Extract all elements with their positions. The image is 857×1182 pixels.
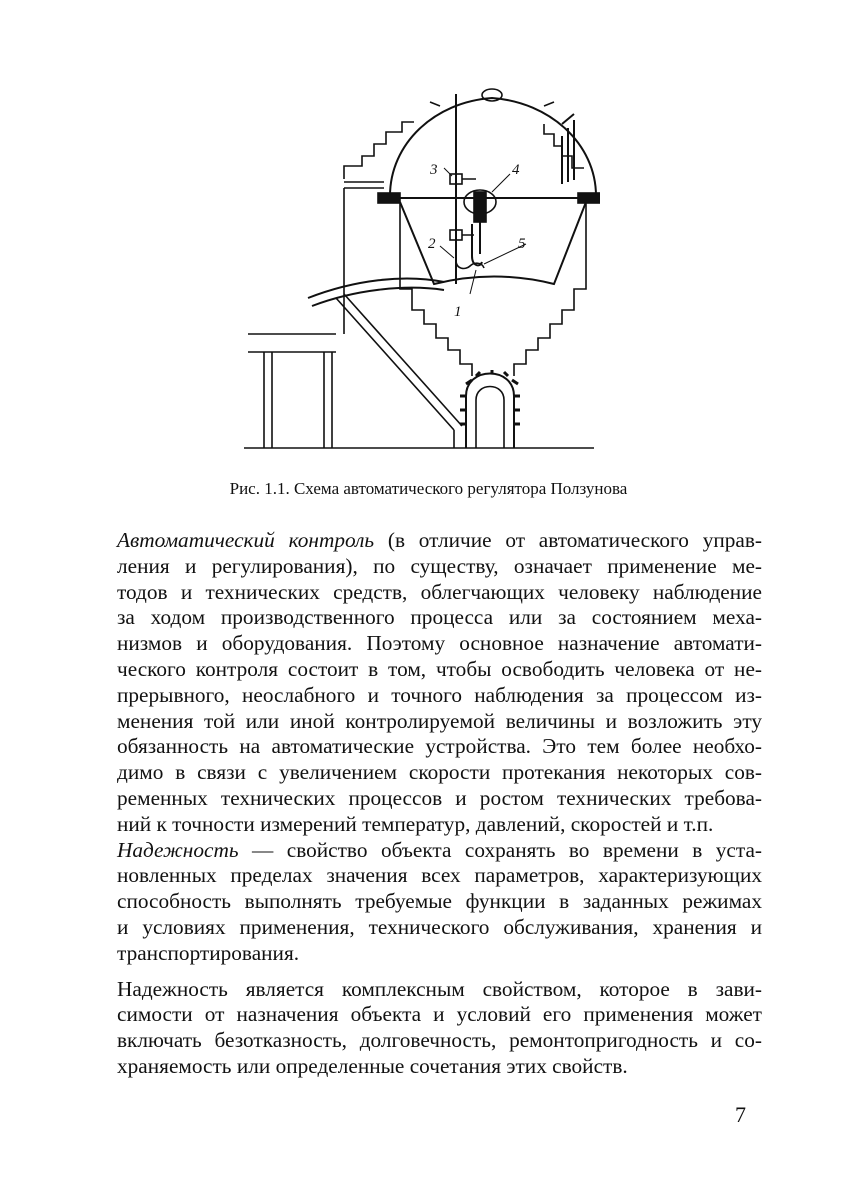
term-automatic-control: Автоматический контроль: [117, 528, 375, 552]
term-reliability: Надежность: [117, 837, 239, 862]
text-line: ременных технических процессов и ростом технических требова-: [117, 785, 762, 810]
text-line: [117, 528, 762, 554]
label-1: 1: [454, 304, 462, 320]
text-line: низмов и оборудования. Поэтому основное назначение автомати-: [117, 631, 762, 656]
text-line: включать безотказность, долговечность, ремонтопригодность и со-: [117, 1028, 762, 1053]
text-line: обязанность на автоматические устройства. Это тем более необхо-: [117, 734, 762, 759]
figure-caption: Рис. 1.1. Схема автоматического регулятора Ползунова: [229, 479, 628, 498]
text-line: ления и регулирования), по существу, означает применение ме-: [117, 553, 762, 578]
text-line: димо в связи с увеличением скорости протекания некоторых сов-: [117, 760, 762, 785]
text-line: [117, 838, 762, 864]
steam-chute: [308, 279, 444, 306]
text-fragment: — свойство объекта сохранять во времени в уста-: [238, 837, 762, 862]
text-line: ний к точности измерений температур, давлений, скоростей и т.п.: [117, 811, 714, 836]
paragraph-reliability-complex: [117, 977, 762, 1080]
label-5: 5: [518, 236, 526, 252]
regulator-diagram: [244, 84, 600, 456]
platform: [248, 334, 336, 448]
text-line: Надежность является комплексным свойством, которое в зави-: [117, 976, 762, 1001]
feed-pipe: [344, 182, 384, 334]
masonry-right-steps: [544, 124, 584, 168]
label-3: 3: [430, 162, 438, 178]
text-line: за ходом производственного процесса или за состоянием меха-: [117, 605, 762, 630]
text-line: способность выполнять требуемые функции в заданных режимах: [117, 889, 762, 914]
text-line: прерывного, неослабного и точного наблюдения за процессом из-: [117, 682, 762, 707]
body-text: [117, 528, 762, 1080]
label-4: 4: [512, 162, 520, 178]
paragraph-automatic-control: [117, 528, 762, 838]
text-line: ческого контроля состоит в том, чтобы освободить человека от не-: [117, 656, 762, 681]
text-fragment: (в отличие от автоматического управ-: [374, 528, 762, 552]
text-line: храняемость или определенные сочетания этих свойств.: [117, 1053, 628, 1078]
page-number: 7: [735, 1102, 746, 1127]
text-line: тодов и технических средств, облегчающих человеку наблюдение: [117, 579, 762, 604]
text-line: симости от назначения объекта и условий его применения может: [117, 1002, 762, 1027]
boiler-dome: [390, 98, 596, 196]
text-line: новленных пределах значения всех параметров, характеризующих: [117, 863, 762, 888]
text-line: менения той или иной контролируемой величины и возложить эту: [117, 708, 762, 733]
paragraph-reliability-definition: [117, 838, 762, 967]
firebox-arch: [466, 374, 514, 449]
label-2: 2: [428, 236, 436, 252]
text-line: транспортирования.: [117, 940, 300, 965]
gauge-pipe: [562, 114, 574, 184]
text-line: и условиях применения, технического обслуживания, хранения и: [117, 914, 762, 939]
masonry-left-steps: [344, 122, 414, 179]
boiler-cap: [482, 89, 502, 101]
